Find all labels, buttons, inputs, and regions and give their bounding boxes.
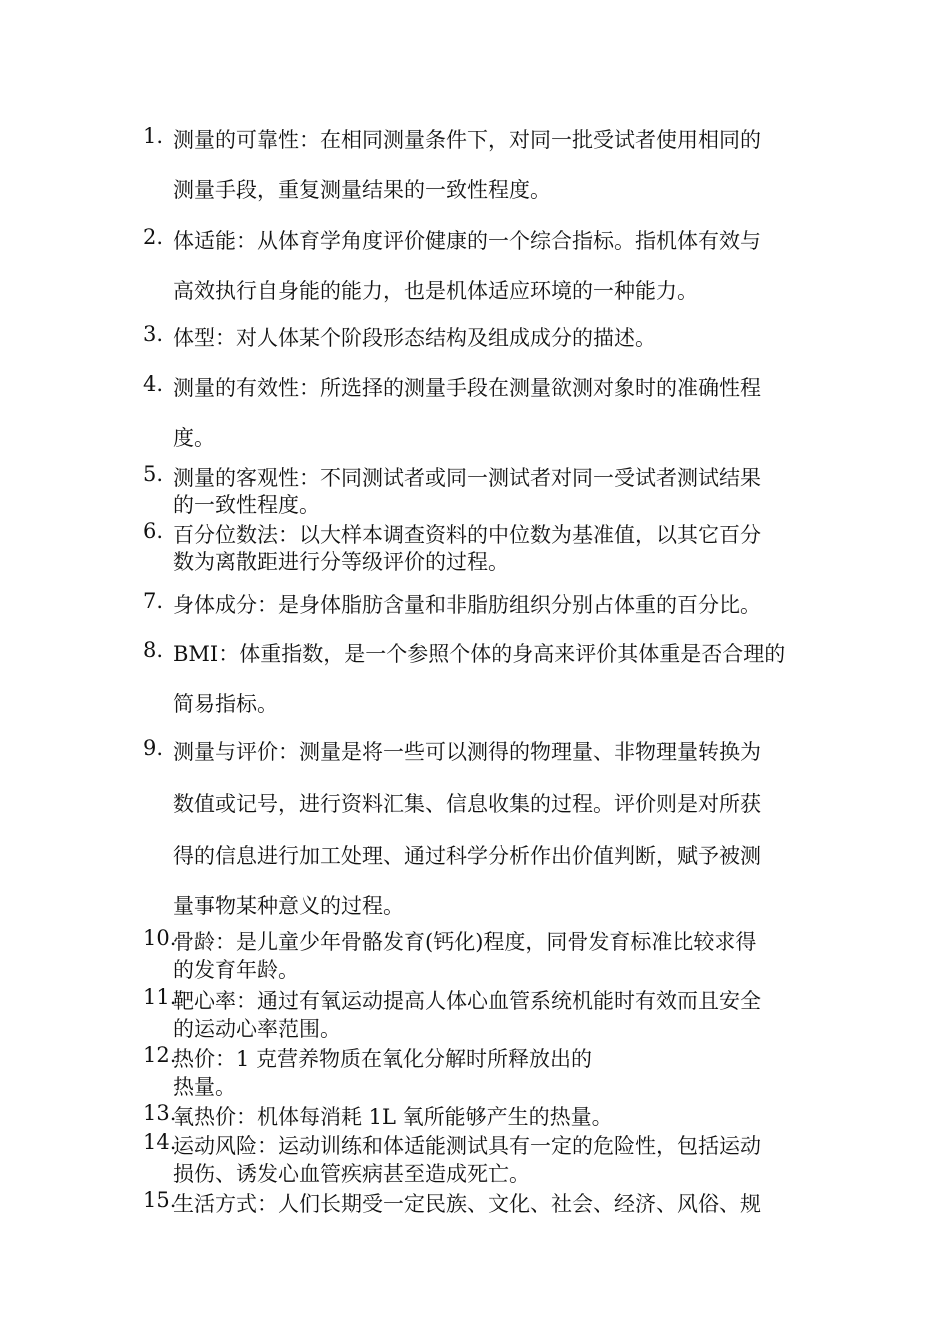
item-number: 13. bbox=[143, 1101, 177, 1125]
item-text-line: 生活方式：人们长期受一定民族、文化、社会、经济、风俗、规 bbox=[173, 1192, 761, 1216]
item-text-line: 测量与评价：测量是将一些可以测得的物理量、非物理量转换为 bbox=[173, 740, 761, 764]
item-text-line: 测量的客观性：不同测试者或同一测试者对同一受试者测试结果 bbox=[173, 466, 761, 490]
item-text-line: 氧热价：机体每消耗 1L 氧所能够产生的热量。 bbox=[173, 1105, 613, 1129]
item-text-line: 百分位数法：以大样本调查资料的中位数为基准值，以其它百分 bbox=[173, 523, 761, 547]
item-text-line: 体适能：从体育学角度评价健康的一个综合指标。指机体有效与 bbox=[173, 229, 761, 253]
item-text-line: 的运动心率范围。 bbox=[173, 1017, 341, 1041]
item-number: 9. bbox=[143, 736, 164, 760]
item-text-line: 量事物某种意义的过程。 bbox=[173, 894, 404, 918]
item-text-line: 测量的有效性：所选择的测量手段在测量欲测对象时的准确性程 bbox=[173, 376, 761, 400]
definition-item bbox=[143, 736, 813, 926]
item-number: 5. bbox=[143, 462, 164, 486]
definition-item bbox=[143, 225, 813, 315]
definition-item bbox=[143, 638, 813, 728]
item-text-line: 的一致性程度。 bbox=[173, 493, 320, 517]
item-number: 11. bbox=[143, 985, 177, 1009]
definition-item bbox=[143, 462, 813, 518]
item-text-line: BMI：体重指数，是一个参照个体的身高来评价其体重是否合理的 bbox=[173, 642, 786, 666]
item-text-line: 测量的可靠性：在相同测量条件下，对同一批受试者使用相同的 bbox=[173, 128, 761, 152]
item-number: 15. bbox=[143, 1188, 177, 1212]
item-text-line: 靶心率：通过有氧运动提高人体心血管系统机能时有效而且安全 bbox=[173, 989, 761, 1013]
item-text-line: 热量。 bbox=[173, 1075, 236, 1099]
item-number: 4. bbox=[143, 372, 164, 396]
item-number: 8. bbox=[143, 638, 164, 662]
definition-item bbox=[143, 1130, 813, 1186]
definition-item bbox=[143, 1043, 813, 1099]
definition-item bbox=[143, 519, 813, 575]
definition-item bbox=[143, 372, 813, 462]
definition-item bbox=[143, 322, 813, 362]
item-number: 2. bbox=[143, 225, 164, 249]
item-text-line: 数为离散距进行分等级评价的过程。 bbox=[173, 550, 509, 574]
item-number: 7. bbox=[143, 589, 164, 613]
definition-item bbox=[143, 1188, 813, 1216]
item-number: 14. bbox=[143, 1130, 177, 1154]
item-number: 10. bbox=[143, 926, 177, 950]
item-number: 1. bbox=[143, 124, 164, 148]
item-text-line: 数值或记号，进行资料汇集、信息收集的过程。评价则是对所获 bbox=[173, 792, 761, 816]
item-number: 3. bbox=[143, 322, 164, 346]
item-text-line: 热价：1 克营养物质在氧化分解时所释放出的 bbox=[173, 1047, 593, 1071]
item-text-line: 运动风险：运动训练和体适能测试具有一定的危险性，包括运动 bbox=[173, 1134, 761, 1158]
item-text-line: 的发育年龄。 bbox=[173, 958, 299, 982]
definition-item bbox=[143, 589, 813, 629]
item-text-line: 体型：对人体某个阶段形态结构及组成成分的描述。 bbox=[173, 326, 656, 350]
item-number: 12. bbox=[143, 1043, 177, 1067]
definition-item bbox=[143, 1101, 813, 1129]
item-text-line: 损伤、诱发心血管疾病甚至造成死亡。 bbox=[173, 1162, 530, 1186]
item-text-line: 测量手段，重复测量结果的一致性程度。 bbox=[173, 178, 551, 202]
item-text-line: 度。 bbox=[173, 426, 215, 450]
definition-item bbox=[143, 124, 813, 214]
item-text-line: 身体成分：是身体脂肪含量和非脂肪组织分别占体重的百分比。 bbox=[173, 593, 761, 617]
item-number: 6. bbox=[143, 519, 164, 543]
item-text-line: 简易指标。 bbox=[173, 692, 278, 716]
definition-item bbox=[143, 926, 813, 982]
item-text-line: 得的信息进行加工处理、通过科学分析作出价值判断，赋予被测 bbox=[173, 844, 761, 868]
item-text-line: 骨龄：是儿童少年骨骼发育(钙化)程度，同骨发育标准比较求得 bbox=[173, 930, 757, 954]
item-text-line: 高效执行自身能的能力，也是机体适应环境的一种能力。 bbox=[173, 279, 698, 303]
definition-item bbox=[143, 985, 813, 1041]
